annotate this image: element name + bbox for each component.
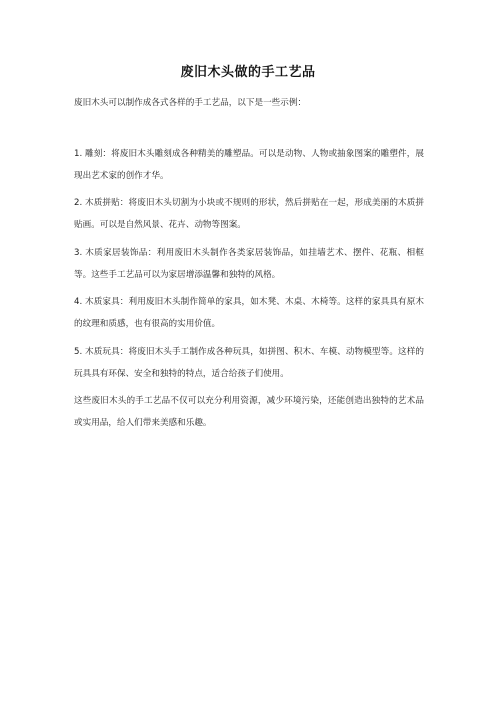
intro-paragraph: 废旧木头可以制作成各式各样的手工艺品，以下是一些示例： bbox=[74, 98, 307, 108]
list-item-carving: 1. 雕刻：将废旧木头雕刻成各种精美的雕塑品。可以是动物、人物或抽象图案的雕塑件，展现出艺术家的创作才华。 bbox=[74, 149, 424, 181]
list-item-home-decor: 3. 木质家居装饰品：利用废旧木头制作各类家居装饰品，如挂墙艺术、摆件、花瓶、相框等。这些手工艺品可以为家居增添温馨和独特的风格。 bbox=[74, 248, 424, 280]
conclusion-paragraph: 这些废旧木头的手工艺品不仅可以充分利用资源，减少环境污染，还能创造出独特的艺术品或实用品，给人们带来美感和乐趣。 bbox=[74, 396, 424, 428]
list-item-furniture: 4. 木质家具：利用废旧木头制作简单的家具，如木凳、木桌、木椅等。这样的家具具有原木的纹理和质感，也有很高的实用价值。 bbox=[74, 297, 424, 329]
list-item-wood-collage: 2. 木质拼贴：将废旧木头切割为小块或不规则的形状，然后拼贴在一起，形成美丽的木质拼贴画。可以是自然风景、花卉、动物等图案。 bbox=[74, 198, 424, 230]
document-title: 废旧木头做的手工艺品 bbox=[180, 65, 316, 80]
list-item-toys: 5. 木质玩具：将废旧木头手工制作成各种玩具，如拼图、积木、车模、动物模型等。这样的玩具具有环保、安全和独特的特点，适合给孩子们使用。 bbox=[74, 347, 424, 379]
